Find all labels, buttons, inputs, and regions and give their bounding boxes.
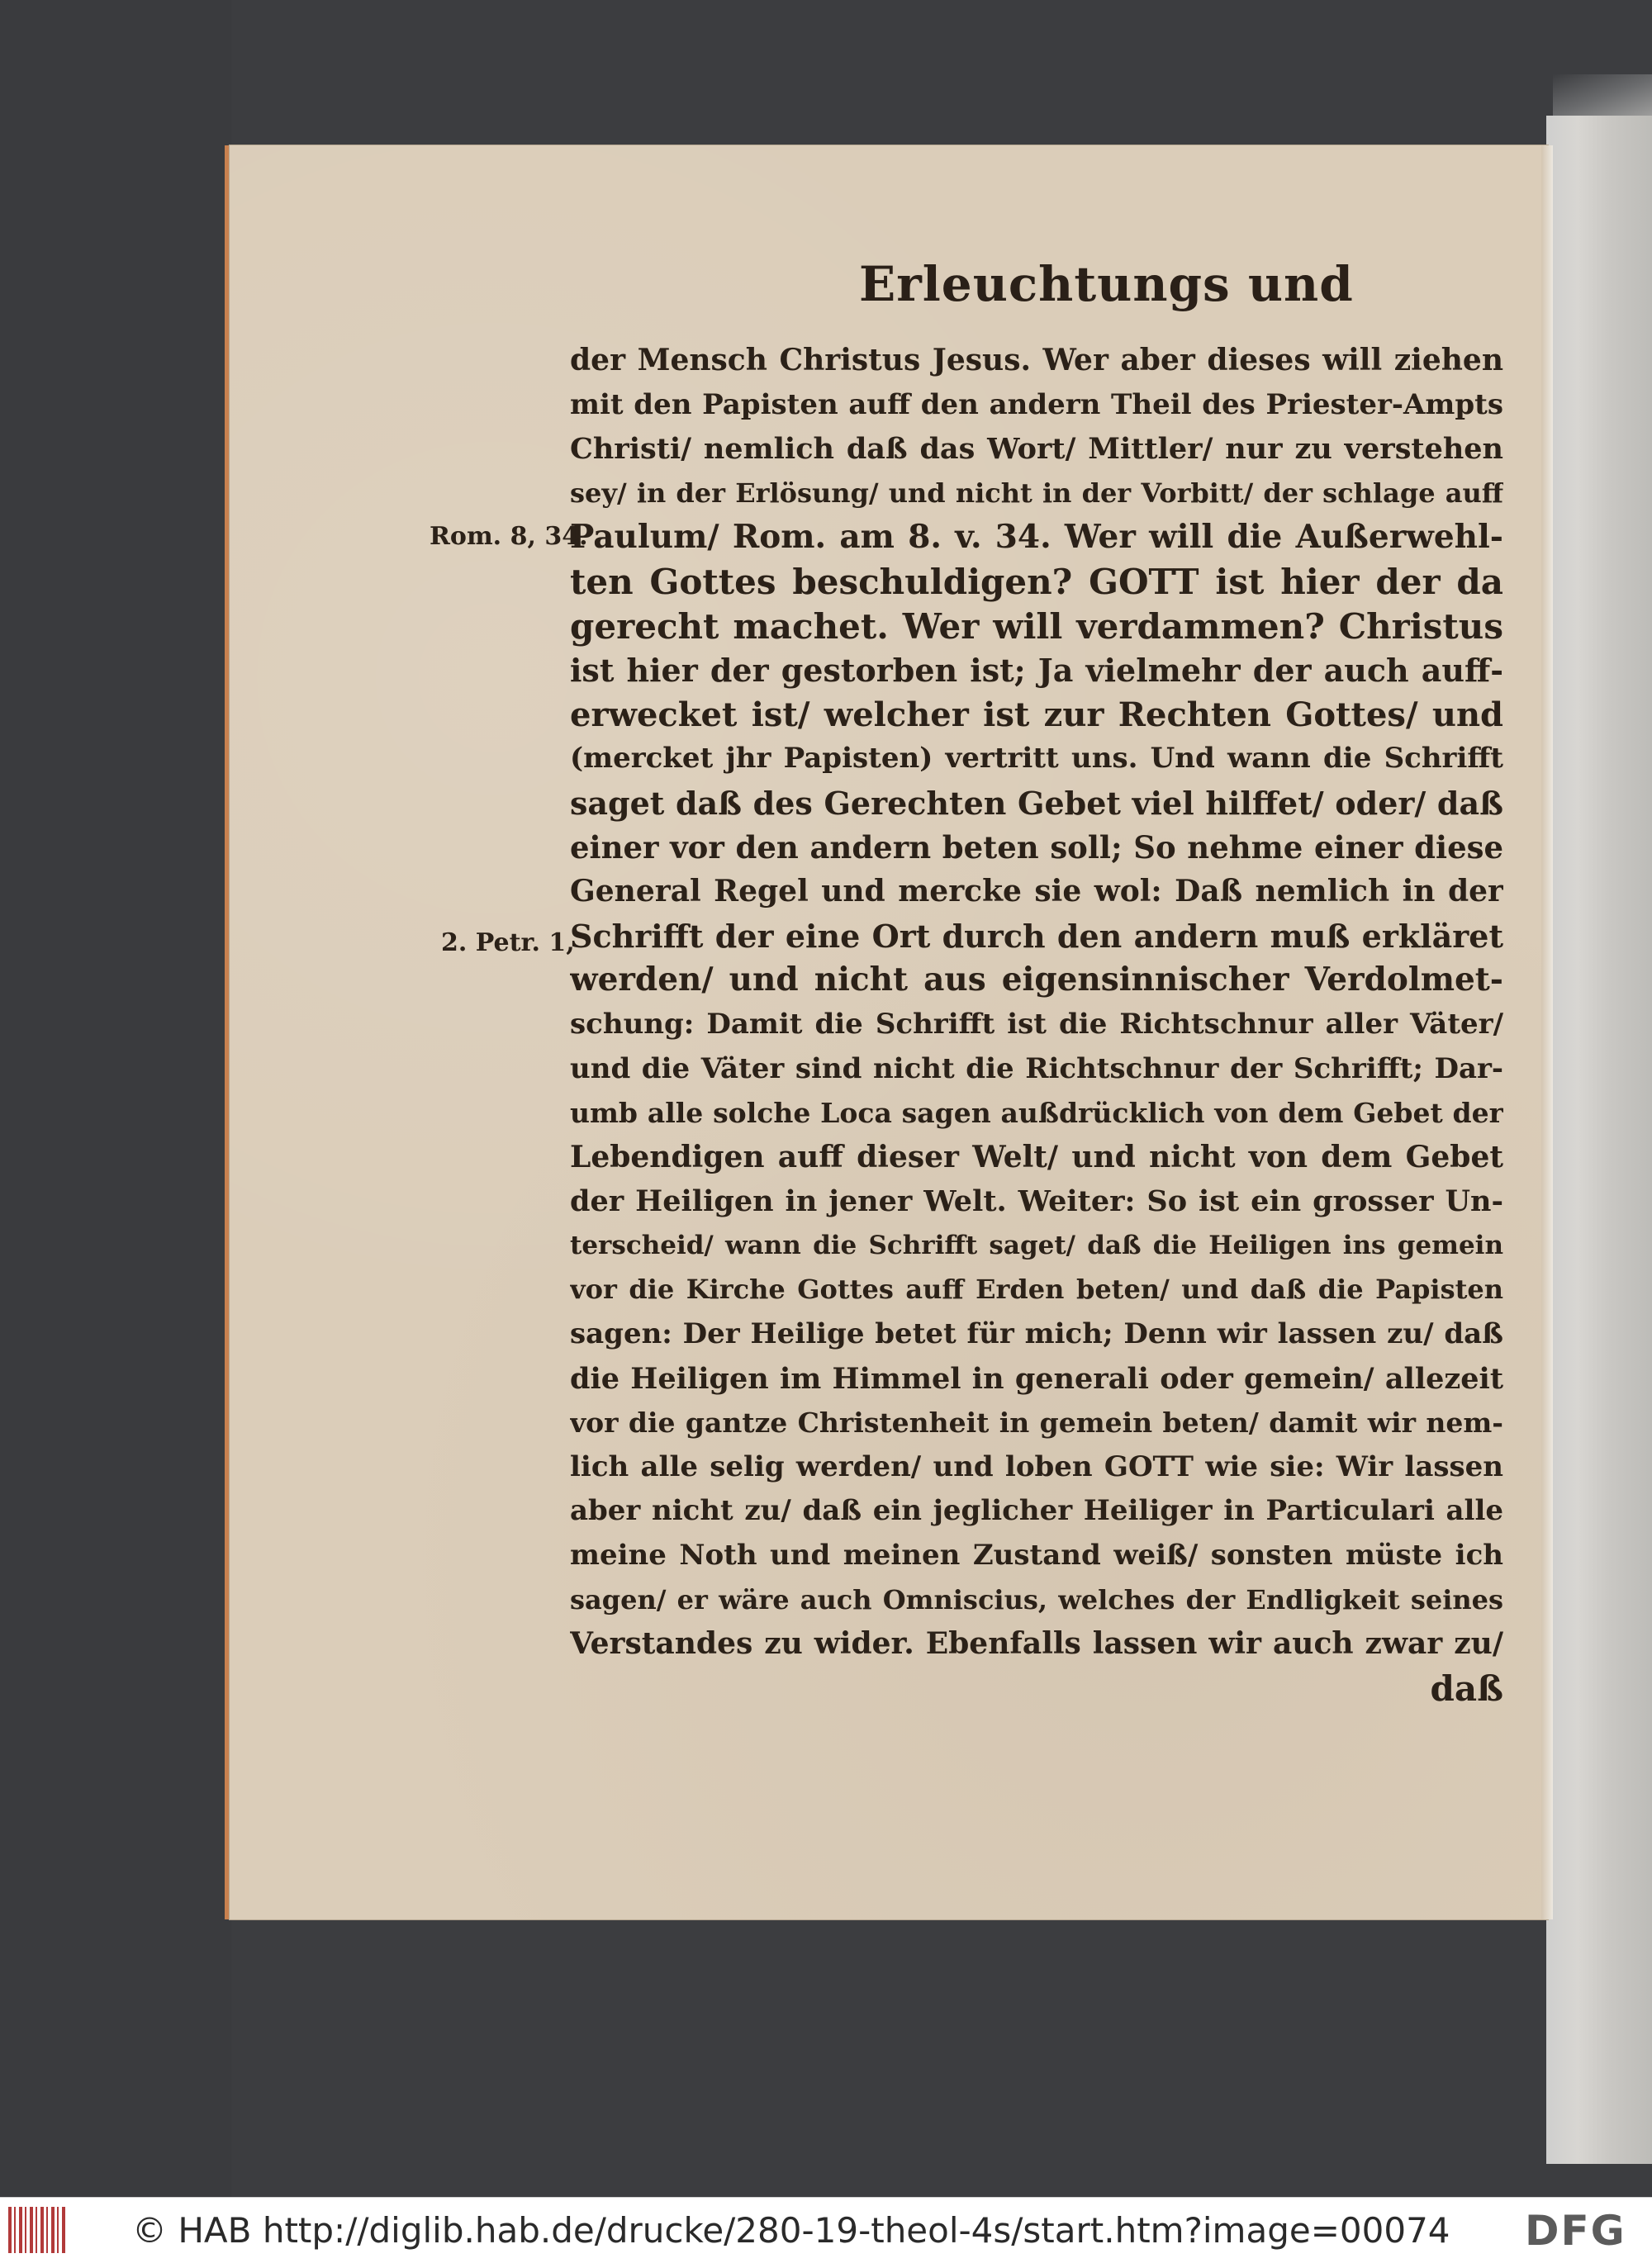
text-line: und die Väter sind nicht die Richtschnur der Schrifft; Dar-	[570, 1051, 1503, 1085]
text-line: aber nicht zu/ daß ein jeglicher Heiliger in Particulari alle	[570, 1494, 1503, 1528]
margin-note-rom: Rom. 8, 34.	[430, 522, 588, 551]
text-line: erwecket ist/ welcher ist zur Rechten Gottes/ und	[570, 695, 1503, 734]
text-line: der Heiligen in jener Welt. Weiter: So ist ein grosser Un-	[570, 1184, 1503, 1219]
barcode-icon	[8, 2207, 66, 2253]
page-gutter	[1541, 145, 1553, 1919]
text-line: Paulum/ Rom. am 8. v. 34. Wer will die Außerwehl-	[570, 518, 1503, 557]
text-line: saget daß des Gerechten Gebet viel hilffet/ oder/ daß	[570, 784, 1503, 822]
text-line: Verstandes zu wider. Ebenfalls lassen wir auch zwar zu/	[570, 1626, 1503, 1662]
text-line: ist hier der gestorben ist; Ja vielmehr der auch auff-	[570, 652, 1503, 690]
backdrop	[0, 0, 231, 2197]
text-line: sagen/ er wäre auch Omniscius, welches der Endligkeit seines	[570, 1583, 1503, 1615]
text-line: gerecht machet. Wer will verdammen? Christus	[570, 605, 1503, 647]
text-line: vor die Kirche Gottes auff Erden beten/ und daß die Papisten	[570, 1274, 1503, 1306]
text-line: terscheid/ wann die Schrifft saget/ daß die Heiligen ins gemein	[570, 1230, 1503, 1260]
text-line: einer vor den andern beten soll; So nehme einer diese	[570, 828, 1503, 866]
text-line: General Regel und mercke sie wol: Daß nemlich in der	[570, 874, 1503, 909]
text-line: umb alle solche Loca sagen außdrücklich von dem Gebet der	[570, 1097, 1503, 1130]
text-line: der Mensch Christus Jesus. Wer aber dieses will ziehen	[570, 343, 1503, 377]
text-line: Christi/ nemlich daß das Wort/ Mittler/ nur zu verstehen	[570, 432, 1503, 467]
margin-note-petr: 2. Petr. 1,	[441, 928, 575, 957]
text-line: Lebendigen auff dieser Welt/ und nicht von dem Gebet	[570, 1139, 1503, 1174]
text-line: (mercket jhr Papisten) vertritt uns. Und wann die Schrifft	[570, 742, 1503, 776]
text-line: sey/ in der Erlösung/ und nicht in der Vorbitt/ der schlage auff	[570, 477, 1503, 509]
dfg-logo: DFG	[1525, 2207, 1626, 2255]
text-line: mit den Papisten auff den andern Theil des Priester-Ampts	[570, 387, 1503, 421]
footer-copyright-link[interactable]: © HAB http://diglib.hab.de/drucke/280-19-theol-4s/start.htm?image=00074	[132, 2210, 1450, 2251]
text-line: vor die gantze Christenheit in gemein beten/ damit wir nem-	[570, 1407, 1503, 1440]
adjacent-page	[1546, 116, 1652, 2164]
text-line: werden/ und nicht aus eigensinnischer Verdolmet-	[570, 961, 1503, 999]
text-line: lich alle selig werden/ und loben GOTT wie sie: Wir lassen	[570, 1449, 1503, 1483]
text-line: meine Noth und meinen Zustand weiß/ sonsten müste ich	[570, 1539, 1503, 1573]
text-line: schung: Damit die Schrifft ist die Richtschnur aller Väter/	[570, 1007, 1503, 1041]
running-head: Erleuchtungs und	[859, 256, 1354, 312]
text-line: sagen: Der Heilige betet für mich; Denn wir lassen zu/ daß	[570, 1317, 1503, 1351]
text-line: die Heiligen im Himmel in generali oder gemein/ allezeit	[570, 1361, 1503, 1396]
text-line: ten Gottes beschuldigen? GOTT ist hier der da	[570, 561, 1503, 602]
catchword: daß	[1430, 1668, 1503, 1709]
text-line: Schrifft der eine Ort durch den andern muß erkläret	[570, 917, 1503, 955]
body-text	[570, 339, 1503, 1710]
